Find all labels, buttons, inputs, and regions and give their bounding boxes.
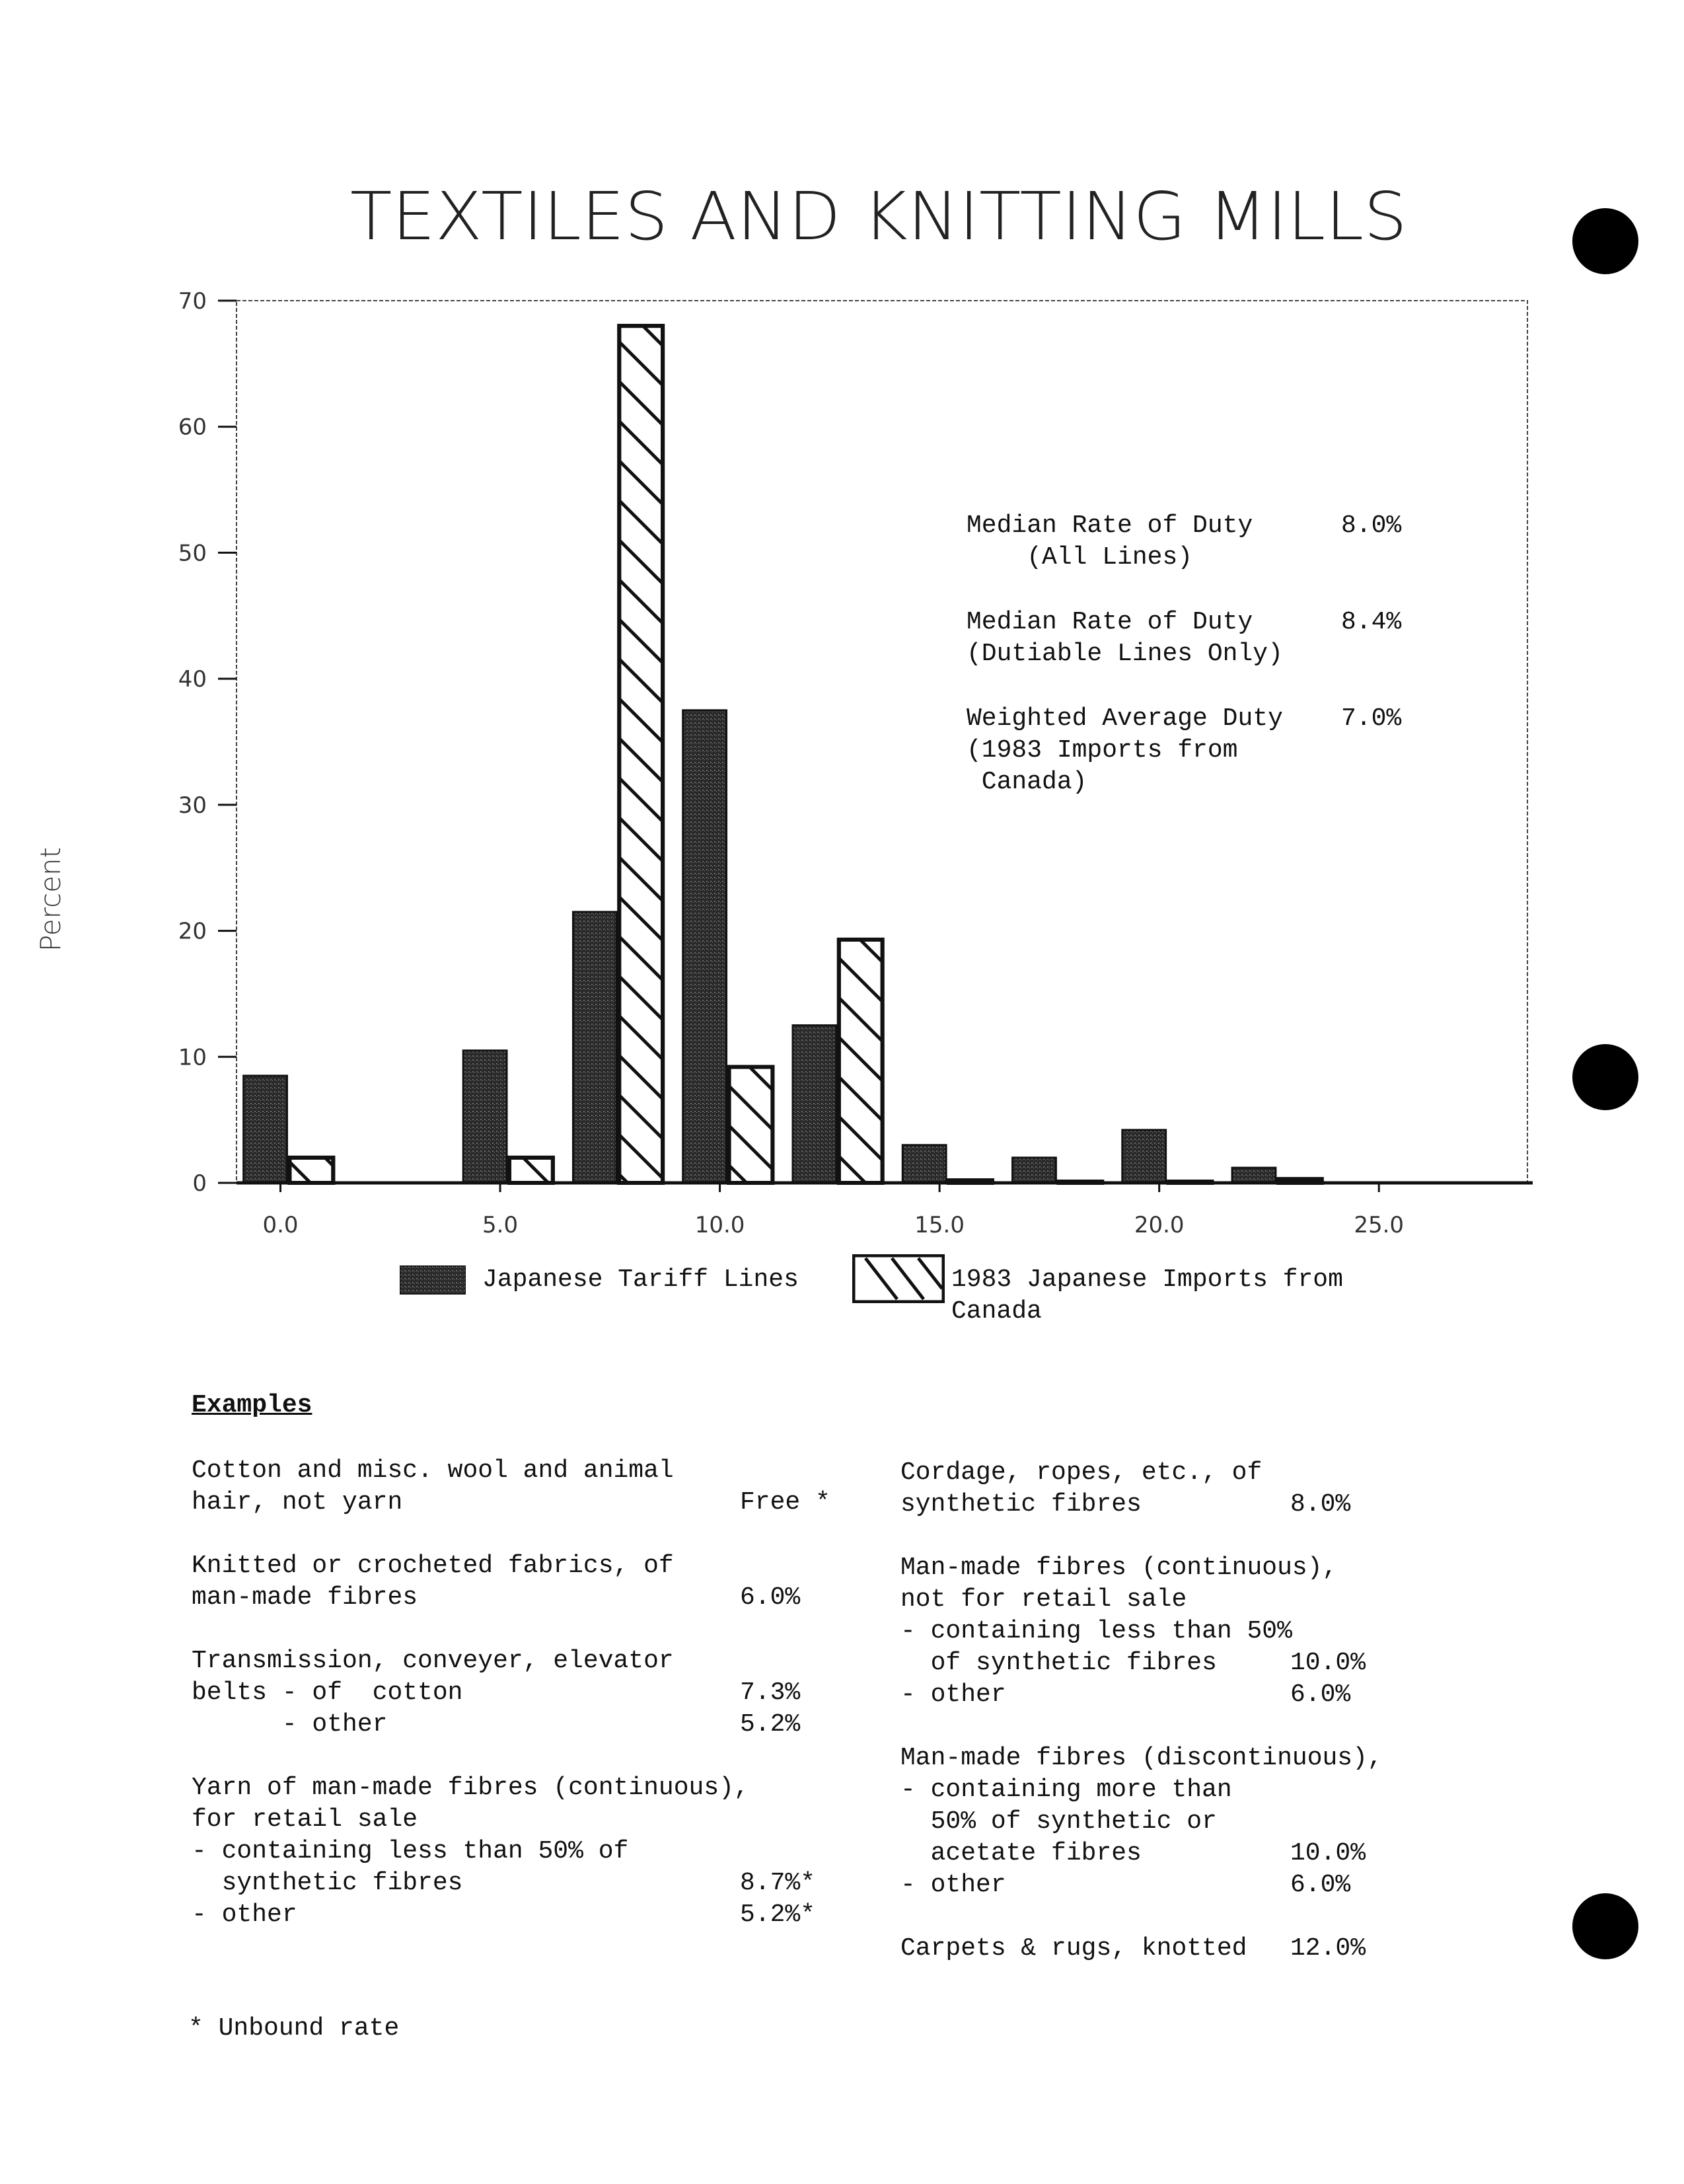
example-item [192,1645,859,1741]
example-rate: 10.0% [1290,1839,1366,1867]
annotation-median-all-label: Median Rate of Duty (All Lines) [967,511,1253,572]
example-line [900,1806,1429,1838]
example-rate: 8.7%* [740,1869,816,1897]
example-line [192,1582,859,1614]
example-rate: 5.2% [740,1710,801,1739]
examples-heading: Examples [192,1391,312,1419]
y-tick-label: 60 [178,414,207,441]
example-description: Cotton and misc. wool and animal [192,1456,674,1485]
example-description: Knitted or crocheted fabrics, of [192,1552,674,1580]
example-line [900,1647,1429,1679]
example-line [192,1709,859,1741]
example-rate: 10.0% [1290,1649,1366,1677]
example-line [192,1867,859,1899]
bar-tariff-lines [1122,1130,1166,1183]
bar-tariff-lines [793,1026,836,1183]
example-line [900,1838,1429,1869]
examples-right-column [900,1457,1429,1996]
example-rate: 6.0% [740,1583,801,1612]
example-line [900,1552,1429,1584]
x-axis [262,1183,1404,1238]
chart-title: TEXTILES AND KNITTING MILLS [350,178,1407,255]
example-line [192,1772,859,1804]
example-rate: 12.0% [1290,1934,1366,1963]
example-description: - containing less than 50% [900,1617,1292,1645]
example-item [192,1550,859,1614]
y-tick-label: 0 [192,1170,207,1197]
example-rate: 8.0% [1290,1490,1351,1519]
example-line [192,1455,859,1487]
y-tick-label: 10 [178,1044,207,1071]
example-line [900,1616,1429,1647]
legend-label-solid: Japanese Tariff Lines [482,1265,799,1294]
bar-imports-canada [729,1067,773,1183]
footnote: * Unbound rate [188,2014,400,2043]
example-rate: 5.2%* [740,1901,816,1929]
bar-tariff-lines [463,1051,507,1183]
bar-imports-canada [289,1158,333,1183]
example-line [192,1645,859,1677]
example-description: for retail sale [192,1805,418,1834]
example-item [900,1552,1429,1711]
y-tick-label: 30 [178,792,207,819]
x-tick-label: 15.0 [914,1212,965,1238]
example-description: hair, not yarn [192,1488,403,1517]
x-tick-label: 10.0 [694,1212,745,1238]
example-description: - other [192,1710,388,1739]
example-item [192,1772,859,1931]
example-line [192,1836,859,1867]
binder-hole-bottom [1572,1893,1638,1959]
y-tick-label: 70 [178,288,207,315]
binder-hole-top [1572,208,1638,274]
example-description: man-made fibres [192,1583,418,1612]
x-tick-label: 20.0 [1134,1212,1185,1238]
bar-tariff-lines [683,710,727,1183]
annotation-weighted-label: Weighted Average Duty (1983 Imports from Canada) [967,704,1283,796]
example-item [192,1455,859,1519]
example-rate: 6.0% [1290,1680,1351,1709]
bar-imports-canada [619,326,663,1183]
examples-left-column [192,1455,859,1963]
example-description: Man-made fibres (continuous), [900,1554,1338,1582]
example-description: Yarn of man-made fibres (continuous), [192,1774,749,1802]
example-line [900,1489,1429,1521]
annotation-median-dutiable-value: 8.4% [1341,608,1402,636]
bar-imports-canada [839,940,883,1183]
example-line [900,1933,1429,1965]
example-item [900,1457,1429,1521]
example-description: - other [192,1901,297,1929]
y-tick-label: 20 [178,918,207,945]
example-description: - containing more than [900,1776,1232,1804]
annotation-median-dutiable-label: Median Rate of Duty (Dutiable Lines Only) [967,608,1283,668]
example-line [900,1774,1429,1806]
example-line [900,1584,1429,1616]
y-axis-label: Percent [34,847,67,952]
example-description: not for retail sale [900,1585,1187,1614]
example-description: Carpets & rugs, knotted [900,1934,1247,1963]
example-description: acetate fibres [900,1839,1142,1867]
x-tick-label: 0.0 [262,1212,299,1238]
example-line [900,1869,1429,1901]
example-line [900,1743,1429,1774]
example-description: synthetic fibres [900,1490,1142,1519]
example-description: 50% of synthetic or [900,1807,1217,1836]
example-description: Transmission, conveyer, elevator [192,1647,674,1675]
bar-tariff-lines [573,912,616,1183]
example-description: Man-made fibres (discontinuous), [900,1744,1383,1772]
legend-swatch-hatched [852,1254,945,1303]
legend-label-hatched: 1983 Japanese Imports from Canada [951,1265,1343,1326]
example-description: - other [900,1680,1006,1709]
y-tick-label: 50 [178,540,207,567]
example-line [192,1804,859,1836]
example-description: - containing less than 50% of [192,1837,629,1865]
binder-hole-middle [1572,1044,1638,1110]
example-rate: 6.0% [1290,1871,1351,1899]
example-item [900,1933,1429,1965]
x-tick-label: 5.0 [482,1212,519,1238]
example-line [900,1679,1429,1711]
example-line [192,1550,859,1582]
bar-tariff-lines [1232,1168,1276,1183]
example-rate: 7.3% [740,1678,801,1707]
bar-imports-canada [509,1158,553,1183]
example-line [900,1457,1429,1489]
bar-tariff-lines [902,1145,946,1183]
example-rate: Free * [740,1488,830,1517]
bar-tariff-lines [1013,1158,1056,1183]
example-item [900,1743,1429,1901]
x-tick-label: 25.0 [1354,1212,1405,1238]
example-line [192,1677,859,1709]
y-tick-label: 40 [178,666,207,693]
example-line [192,1487,859,1519]
example-description: synthetic fibres [192,1869,463,1897]
example-description: Cordage, ropes, etc., of [900,1458,1263,1487]
example-description: - other [900,1871,1006,1899]
bar-tariff-lines [244,1076,287,1183]
annotation-median-all-value: 8.0% [1341,511,1402,540]
example-description: belts - of cotton [192,1678,463,1707]
legend-swatch-solid [400,1265,466,1295]
y-axis [178,288,237,1197]
example-line [192,1899,859,1931]
example-description: of synthetic fibres [900,1649,1217,1677]
annotation-weighted-value: 7.0% [1341,704,1402,733]
